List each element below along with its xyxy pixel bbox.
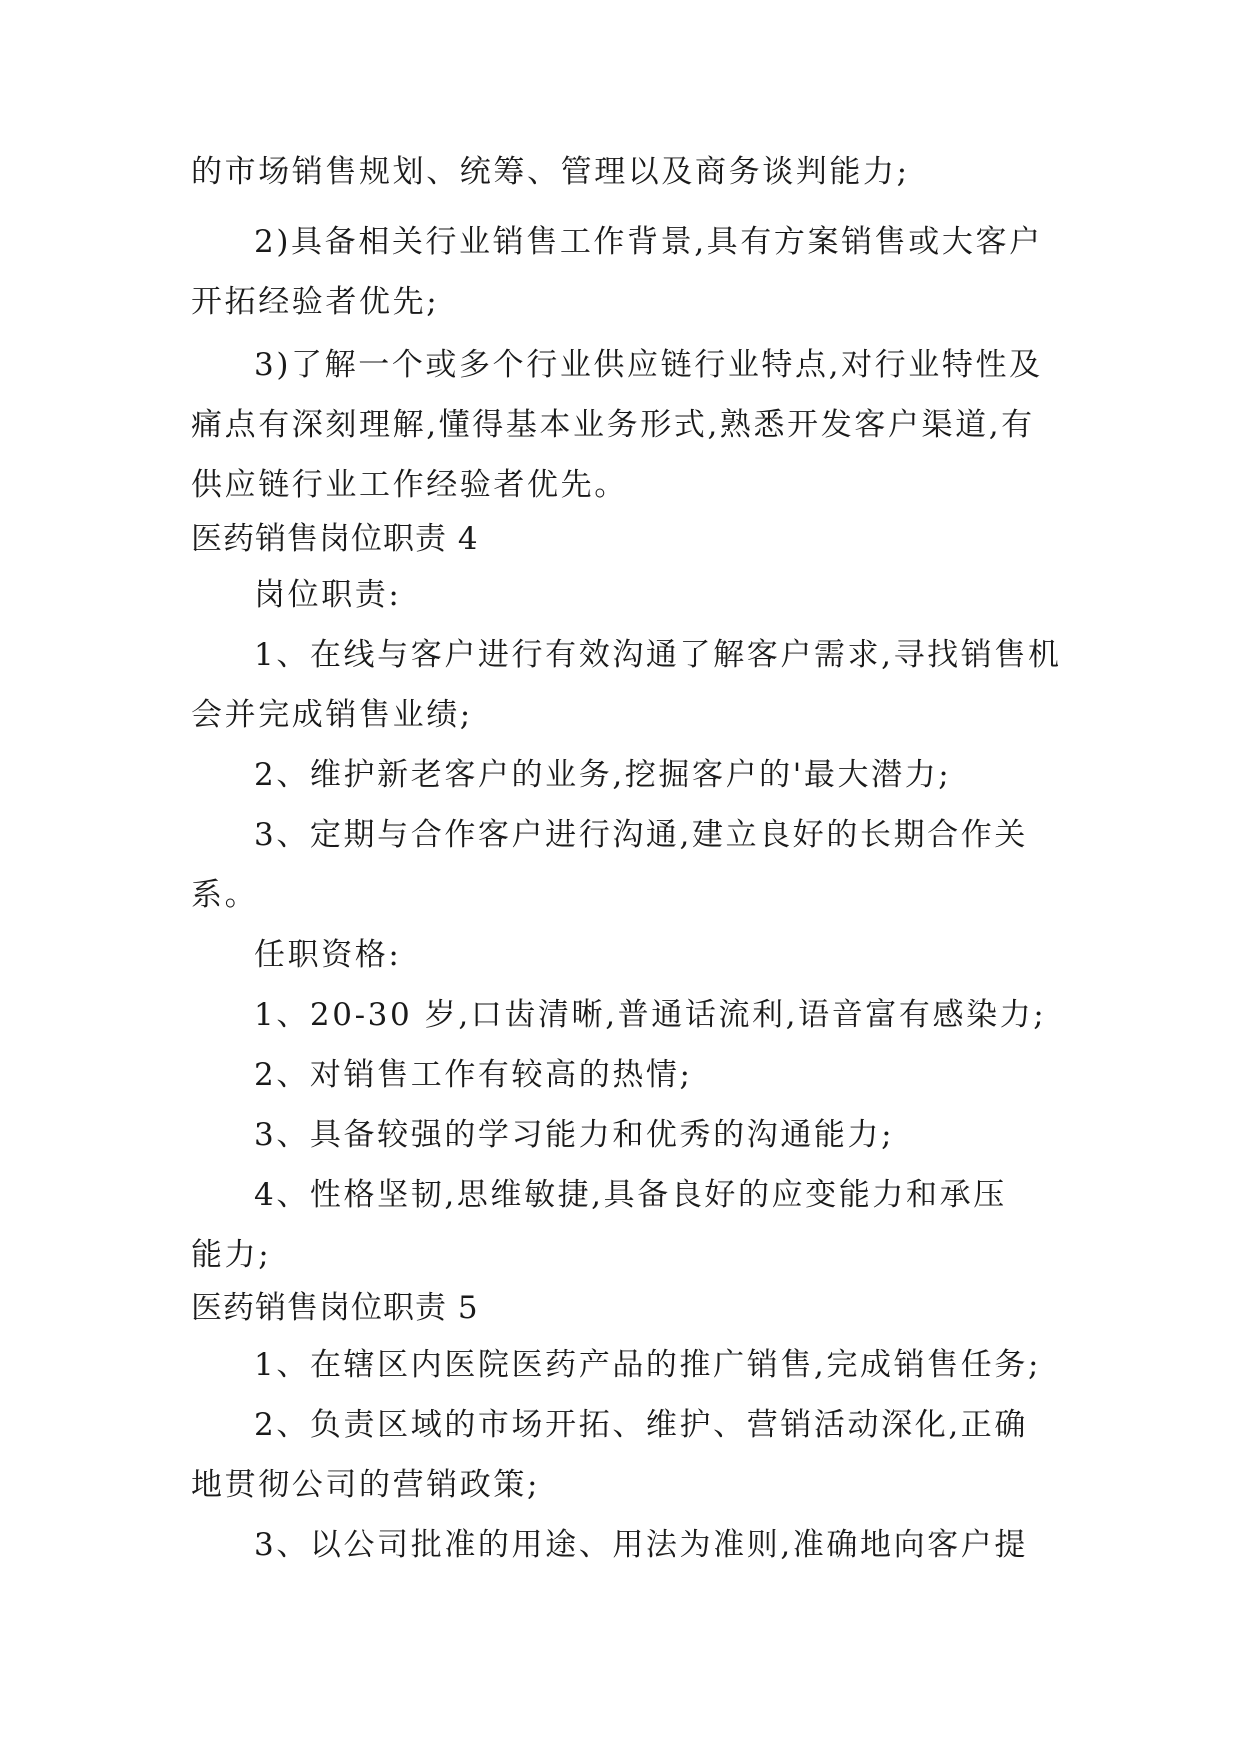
paragraph-line: 3、以公司批准的用途、用法为准则,准确地向客户提 [254,1527,1028,1563]
section-heading: 医药销售岗位职责 4 [191,521,479,557]
section-heading: 医药销售岗位职责 5 [191,1290,479,1326]
paragraph-line: 2、维护新老客户的业务,挖掘客户的'最大潜力; [254,757,952,793]
paragraph-line: 2、对销售工作有较高的热情; [254,1057,693,1093]
paragraph-line: 4、性格坚韧,思维敏捷,具备良好的应变能力和承压 [254,1177,1007,1213]
paragraph-line: 痛点有深刻理解,懂得基本业务形式,熟悉开发客户渠道,有 [191,407,1035,443]
paragraph-line: 3、具备较强的学习能力和优秀的沟通能力; [254,1117,895,1153]
paragraph-line: 能力; [191,1237,272,1273]
paragraph-line: 供应链行业工作经验者优先。 [191,467,628,503]
paragraph-line: 1、20-30 岁,口齿清晰,普通话流利,语音富有感染力; [254,997,1047,1033]
paragraph-line: 3)了解一个或多个行业供应链行业特点,对行业特性及 [254,347,1043,383]
paragraph-line: 开拓经验者优先; [191,284,440,320]
paragraph-line: 1、在线与客户进行有效沟通了解客户需求,寻找销售机 [254,637,1062,673]
paragraph-line: 任职资格: [254,937,402,973]
paragraph-line: 会并完成销售业绩; [191,697,473,733]
paragraph-line: 2)具备相关行业销售工作背景,具有方案销售或大客户 [254,224,1043,260]
paragraph-line: 岗位职责: [254,577,402,613]
paragraph-line: 系。 [191,877,259,913]
paragraph-line: 1、在辖区内医院医药产品的推广销售,完成销售任务; [254,1347,1042,1383]
paragraph-line: 地贯彻公司的营销政策; [191,1467,541,1503]
paragraph-line: 的市场销售规划、统筹、管理以及商务谈判能力; [191,154,910,190]
paragraph-line: 3、定期与合作客户进行沟通,建立良好的长期合作关 [254,817,1028,853]
paragraph-line: 2、负责区域的市场开拓、维护、营销活动深化,正确 [254,1407,1028,1443]
